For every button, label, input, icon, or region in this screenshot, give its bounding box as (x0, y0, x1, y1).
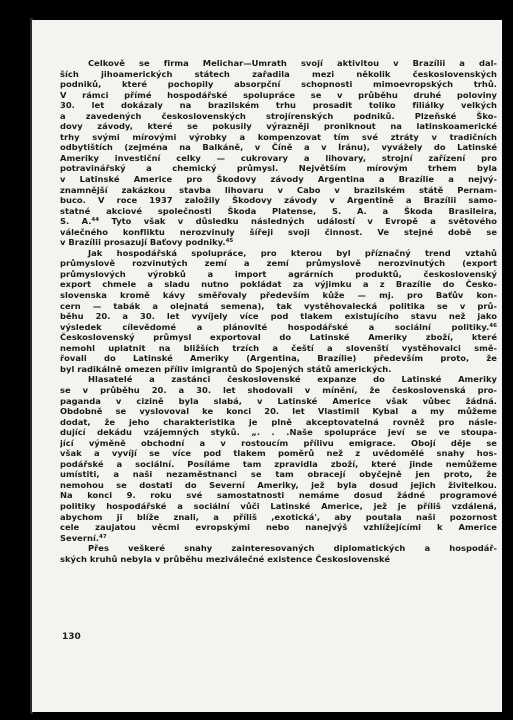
text-line: statné akciové společnosti Škoda Platense, S. A. a Škoda Brasileira, (60, 205, 497, 216)
text-line: podářské a sociální. Posíláme tam zpravidla zboží, které jinde nemůžeme (60, 458, 497, 469)
text-line: 30. let dokázaly na brazilském trhu prosadit toliko filiálky velkých (60, 100, 497, 111)
text-line: Ameriky investiční celky — cukrovary a lihovary, strojní zařízení pro (60, 152, 497, 163)
text-line: odbytištích (zejména na Balkáně, v Číně a v Íránu), vyvážely do Latinské (60, 142, 497, 153)
footnote-marker: 47 (99, 533, 107, 540)
text-line: Na konci 9. roku své samostatnosti nemáme dosud žádné programové (60, 490, 497, 501)
text-line: Jak hospodářská spolupráce, pro kterou byl příznačný trend vztahů (88, 247, 497, 258)
text-line: cern — tabák a olejnatá semena), tak vystěhovalecká politika se v prů- (60, 300, 497, 311)
text-line: znamnější zakázkou stavba lihovaru v Cabo v brazilském státě Pernam- (60, 184, 497, 195)
text-line: se v průběhu 20. a 30. let shodovali v mínění, že československá pro- (60, 384, 497, 395)
text-line: dodat, že jeho charakteristika je plně akceptovatelná rovněž pro násle- (60, 416, 497, 427)
text-line: však a vyvíjí se více pod tlakem poměrů než z uvědomělé snahy hos- (60, 448, 497, 459)
text-line: Československý průmysl exportoval do Latinské Ameriky zboží, které (60, 332, 497, 343)
footnote-marker: 45 (225, 238, 234, 245)
text-line: Přes veškeré snahy zainteresovaných diplomatických a hospodář- (88, 543, 497, 554)
text-line: v Latinské Americe pro Škodovy závody Argentina a Brazílie a nejvý- (60, 174, 497, 185)
footnote-marker: 44 (91, 217, 100, 224)
text-line: výsledek cílevědomé a plánovité hospodářské a sociální politiky.$^{46}$ (60, 321, 497, 332)
paragraph (60, 543, 497, 564)
text-line: S. A.$^{44}$ Tyto však v důsledku následných událostí v Evropě a světového (60, 216, 497, 227)
text-line: ských kruhů nebyla v průběhu meziválečné existence Československé (60, 553, 391, 564)
text-line: průmyslově rozvinutých zemí a zemí průmyslově nerozvinutých (export (60, 258, 497, 269)
text-line: umístiti, a naši nezaměstnanci se tam obracejí obyčejně jen proto, že (60, 469, 497, 480)
text-line: paganda v cizině byla slabá, v Latinské Americe však vůbec žádná. (60, 395, 497, 406)
text-line: Obdobně se vyslovoval ke konci 20. let Vlastimil Kybal a my můžeme (60, 406, 497, 417)
text-line: export chmele a sladu nutno pokládat za výjimku a z Brazílie do Česko- (60, 279, 497, 290)
text-line: a zavedených československých strojírenských podniků. Plzeňské Ško- (60, 110, 497, 121)
text-line: slovenska kromě kávy směřovaly především kůže — mj. pro Baťův kon- (60, 290, 497, 301)
text-line: v Brazílii prosazují Baťovy podniky.$^{45}$ (60, 237, 234, 248)
text-line: průmyslových výrobků a import agrárních produktů, československý (60, 268, 497, 279)
paragraph (60, 248, 497, 375)
page-number: 130 (62, 632, 81, 642)
body-text (60, 58, 497, 564)
text-line: běhu 20. a 30. let vyvíjely více pod tlakem existujícího stavu než jako (60, 311, 497, 322)
text-line: cele zaujatou věcmi evropskými nebo nanejvýš vzhlížejícími k Americe (60, 522, 497, 533)
text-line: jící výměně obchodní a v rostoucím přílivu emigrace. Obojí děje se (60, 437, 497, 448)
text-line: politiky hospodářské a sociální vůči Latinské Americe, jež je příliš vzdálená, (60, 500, 497, 511)
text-line: ších jihoamerických státech zařadila mezi několik československých (60, 68, 497, 79)
text-line: nemohl uplatnit na bližších trzích a čeští a slovenští vystěhovalci smě- (60, 342, 497, 353)
text-line: potravinářský a chemický průmysl. Největším mírovým trhem byla (60, 163, 497, 174)
text-line: řovali do Latinské Ameriky (Argentina, Brazílie) především proto, že (60, 353, 497, 364)
text-line: V rámci přímé hospodářské spolupráce se v průběhu druhé poloviny (60, 89, 497, 100)
text-line: buco. V roce 1937 založily Škodovy závody v Argentině a Brazílii samo- (60, 195, 497, 206)
text-line: Celkově se firma Melichar—Umrath svojí aktivitou v Brazílii a dal- (88, 58, 497, 68)
text-line: Severní.$^{47}$ (60, 532, 107, 543)
text-line: nemohou se dostati do Severní Ameriky, jež byla dosud jejich živitelkou. (60, 479, 497, 490)
text-line: Hlasatelé a zastánci československé expanze do Latinské Ameriky (88, 374, 497, 385)
text-line: trhy svými mírovými výrobky a kompenzovat tím své ztráty v tradičních (60, 131, 497, 142)
paragraph (60, 58, 497, 248)
text-line: byl radikálně omezen příliv imigrantů do Spojených států amerických. (60, 363, 392, 374)
footnote-marker: 46 (489, 322, 497, 329)
paragraph (60, 374, 497, 543)
text-line: válečného konfliktu nerozvinuly šířeji svoji činnost. Ve stejné době se (60, 226, 497, 237)
text-line: dující dekádu vzájemných styků. „. . .Naše spolupráce jeví se ve stoupa- (60, 427, 497, 438)
text-line: podniků, které pochopily absorpční schopnosti mimoevropských trhů. (60, 79, 497, 90)
text-line: abychom ji blíže znali, a příliš ,exotická', aby poutala naši pozornost (60, 511, 497, 522)
text-line: dovy závody, které se pokusily výrazněji proniknout na latinskoamerické (60, 121, 497, 132)
